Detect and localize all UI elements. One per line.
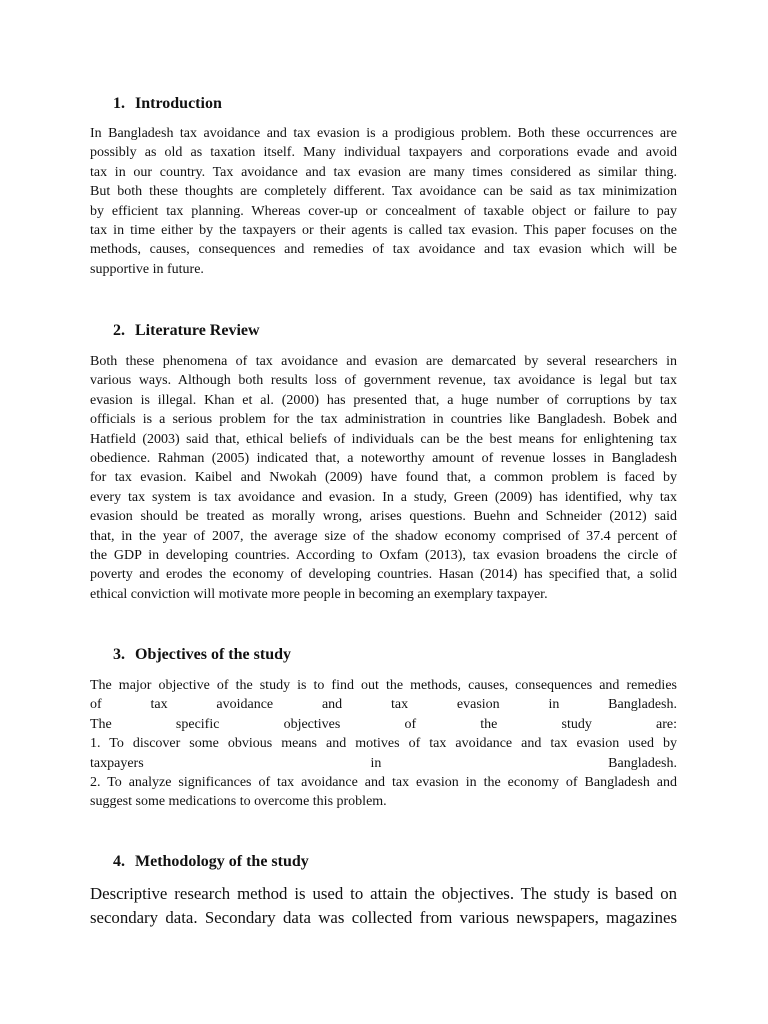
text-line: Hatfield (2003) said that, ethical beliefs of individuals can be the best means for enlightening tax — [90, 431, 677, 447]
text-line: every tax system is tax avoidance and evasion. In a study, Green (2009) has identified, why tax — [90, 489, 677, 505]
text-line: obedience. Rahman (2005) indicated that, a noteworthy amount of revenue losses in Bangladesh — [90, 450, 677, 466]
section-heading-literature-review — [113, 321, 260, 341]
text-line: of tax avoidance and tax evasion in Bangladesh. — [90, 697, 677, 713]
section-heading-introduction — [113, 94, 222, 114]
text-line: possibly as old as taxation itself. Many individual taxpayers and corporations evade and avoid — [90, 145, 677, 161]
section-title: Methodology of the study — [135, 853, 309, 870]
text-line: Descriptive research method is used to attain the objectives. The study is based on — [90, 884, 677, 903]
text-line: officials is a serious problem for the tax administration in countries like Bangladesh. Bobek and — [90, 412, 677, 428]
text-line: for tax evasion. Kaibel and Nwokah (2009) have found that, a common problem is faced by — [90, 470, 677, 486]
text-line: evasion should be treated as morally wrong, arises questions. Buehn and Schneider (2012) said — [90, 509, 677, 525]
text-line: supportive in future. — [90, 261, 204, 277]
text-line: that, in the year of 2007, the average size of the shadow economy comprised of 37.4 percent of — [90, 528, 677, 544]
text-line: by efficient tax planning. Whereas cover-up or concealment of taxable object or failure to pay — [90, 203, 677, 219]
text-line: taxpayers in Bangladesh. — [90, 755, 677, 771]
text-line: Both these phenomena of tax avoidance and evasion are demarcated by several researchers in — [90, 354, 677, 369]
introduction-paragraph — [90, 124, 677, 279]
methodology-paragraph — [90, 882, 677, 930]
literature-review-paragraph — [90, 352, 677, 604]
text-line: secondary data. Secondary data was collected from various newspapers, magazines — [90, 908, 677, 927]
text-line: 1. To discover some obvious means and motives of tax avoidance and tax evasion used by — [90, 736, 677, 752]
text-line: tax in our country. Tax avoidance and tax evasion are many times considered as similar thing. — [90, 164, 677, 180]
text-line: In Bangladesh tax avoidance and tax evasion is a prodigious problem. Both these occurrences are — [90, 126, 677, 141]
text-line: methods, causes, consequences and remedies of tax avoidance and tax evasion which will be — [90, 242, 677, 258]
section-heading-methodology — [113, 852, 309, 872]
section-number: 3. — [113, 646, 125, 663]
text-line: 2. To analyze significances of tax avoidance and tax evasion in the economy of Bangladesh and — [90, 774, 677, 790]
objectives-paragraph — [90, 676, 677, 812]
section-number: 4. — [113, 853, 125, 870]
section-title: Objectives of the study — [135, 646, 291, 663]
text-line: the GDP in developing countries. According to Oxfam (2013), tax evasion broadens the circle of — [90, 547, 677, 563]
text-line: The major objective of the study is to find out the methods, causes, consequences and remedies — [90, 678, 677, 693]
text-line: suggest some medications to overcome this problem. — [90, 794, 387, 810]
section-heading-objectives — [113, 645, 291, 665]
text-line: ethical conviction will motivate more people in becoming an exemplary taxpayer. — [90, 586, 548, 602]
section-title: Introduction — [135, 95, 222, 112]
section-number: 2. — [113, 322, 125, 339]
text-line: evasion is illegal. Khan et al. (2000) has presented that, a huge number of corruptions by tax — [90, 392, 677, 408]
text-line: poverty and erodes the economy of developing countries. Hasan (2014) has specified that, a solid — [90, 567, 677, 583]
section-number: 1. — [113, 95, 125, 112]
text-line: The specific objectives of the study are: — [90, 716, 677, 732]
text-line: But both these thoughts are completely different. Tax avoidance can be said as tax minimization — [90, 184, 677, 200]
text-line: various ways. Although both results loss of government revenue, tax avoidance is legal but tax — [90, 373, 677, 389]
text-line: tax in time either by the taxpayers or their agents is called tax evasion. This paper focuses on the — [90, 222, 677, 238]
section-title: Literature Review — [135, 322, 260, 339]
